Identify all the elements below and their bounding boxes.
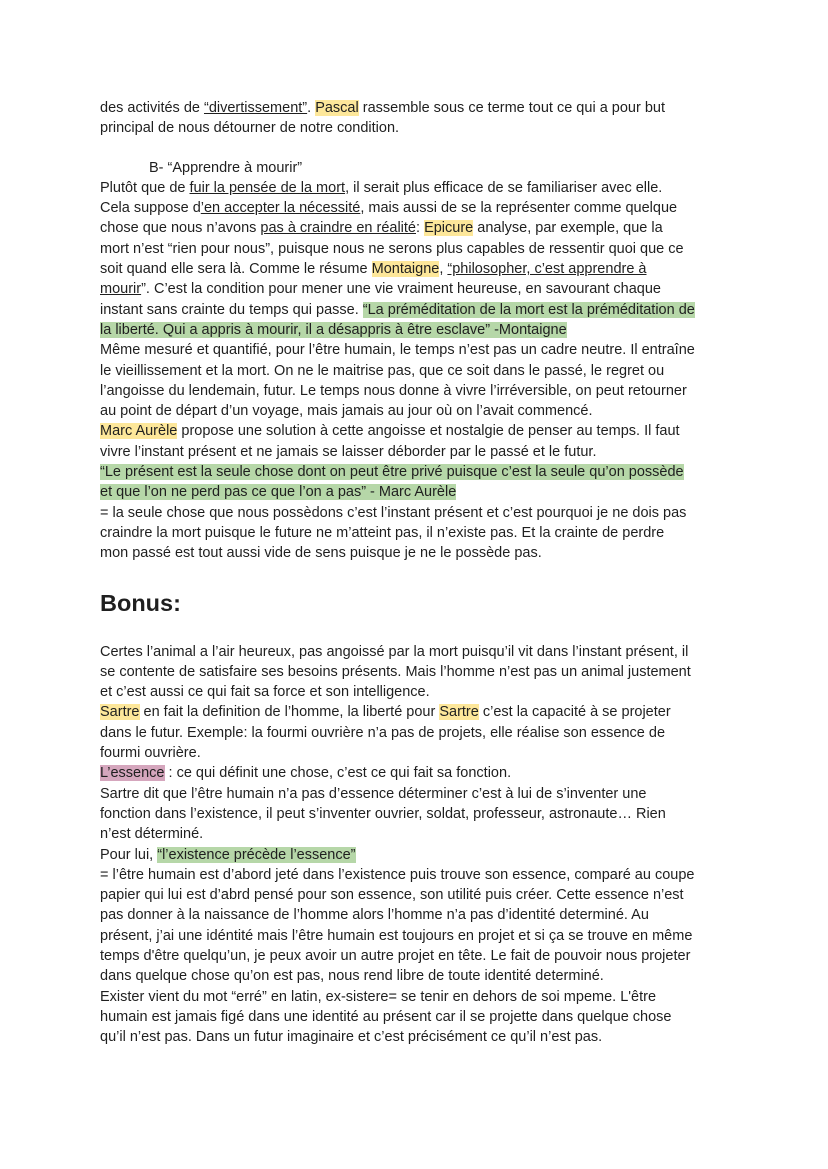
text-line: Marc Aurèle propose une solution à cette angoisse et nostalgie de penser au temps. Il faut — [100, 423, 680, 440]
text-line: fourmi ouvrière. — [100, 745, 201, 762]
bonus-heading: Bonus: — [100, 589, 181, 616]
bonus-section — [100, 642, 728, 1048]
text-line: mort n’est “rien pour nous”, puisque nous ne serons plus capables de ressentir quoi que ce — [100, 240, 684, 257]
text-line: = la seule chose que nous possèdons c’est l’instant présent et c’est pourquoi je ne dois pas — [100, 504, 687, 521]
underlined-quote: mourir — [100, 281, 142, 298]
highlight-name: Marc Aurèle — [100, 423, 178, 440]
text-line: pas donner à la naissance de l’homme alors l’homme n’a pas d’identité determiné. Au — [100, 907, 649, 924]
text-line: craindre la mort puisque le future ne m’atteint pas, il n’existe pas. Et la crainte de perdre — [100, 524, 665, 541]
text-line: Pour lui, “l’existence précède l’essence” — [100, 846, 356, 863]
underlined-phrase: ’en accepter la nécessité — [200, 200, 361, 217]
text-line: = l’être humain est d’abord jeté dans l’existence puis trouve son essence, comparé au coupe — [100, 866, 695, 883]
text-line: humain est jamais figé dans une identité au présent car il se projette dans quelque chose — [100, 1008, 672, 1025]
text-line: vivre l’instant présent et ne jamais se laisser déborder par le passé et le futur. — [100, 443, 597, 460]
highlight-name: Pascal — [315, 100, 359, 116]
section-heading: B- “Apprendre à mourir” — [149, 159, 303, 176]
text-line: L’essence : ce qui définit une chose, c’est ce qui fait sa fonction. — [100, 765, 512, 782]
text-line: mourir”. C’est la condition pour mener une vie vraiment heureuse, en savourant chaque — [100, 281, 661, 298]
highlight-name: Sartre — [100, 704, 140, 721]
highlight-quote: “l’existence précède l’essence” — [157, 846, 356, 863]
highlight-quote: la liberté. Qui a appris à mourir, il a désappris à être esclave” -Montaigne — [100, 321, 567, 338]
text-line — [100, 462, 728, 482]
text-line — [100, 482, 728, 502]
text-line: papier qui lui est d’abrd pensé pour son essence, son utilité puis créer. Cette essence n’est — [100, 887, 684, 904]
section-b — [100, 158, 728, 564]
section-a-tail — [100, 98, 728, 139]
underlined-phrase: fuir la pensée de la mort — [189, 179, 346, 196]
text-line: le vieillissement et la mort. On ne le maitrise pas, que ce soit dans le passé, le regret ou — [100, 362, 665, 379]
text-line: l’angoisse du lendemain, futur. Le temps nous donne à vivre l’irréversible, on peut retourner — [100, 382, 687, 399]
text-line: présent, j’ai une idéntité mais l’être humain est toujours en projet et si ça se trouve en même — [100, 927, 693, 944]
underlined-phrase: pas à craindre en réalité — [260, 220, 416, 237]
highlight-quote: “Le présent est la seule chose dont on peut être privé puisque c’est la seule qu’on possède — [100, 464, 684, 481]
highlight-name: Epicure — [424, 220, 474, 237]
text-line: au point de départ d’un voyage, mais jamais au jour où on l’avait commencé. — [100, 403, 593, 420]
text-line: et c’est aussi ce qui fait sa force et son intelligence. — [100, 684, 430, 701]
text-line: chose que nous n’avons pas à craindre en réalité: Epicure analyse, par exemple, que la — [100, 220, 663, 237]
text-line: instant sans crainte du temps qui passe. “La préméditation de la mort est la préméditation de — [100, 301, 695, 318]
text-line: Sartre en fait la definition de l’homme, la liberté pour Sartre c’est la capacité à se projeter — [100, 704, 671, 721]
text-line: Certes l’animal a l’air heureux, pas angoissé par la mort puisqu’il vit dans l’instant présent, il — [100, 643, 689, 660]
underlined-quote: “philosopher, c’est apprendre à — [447, 261, 647, 278]
text-line: principal de nous détourner de notre condition. — [100, 120, 400, 137]
highlight-definition: L’essence — [100, 765, 165, 782]
text-line: temps d'être quelqu’un, je peux avoir un autre projet en tête. Le fait de pouvoir nous projeter — [100, 947, 691, 964]
text-line: qu’il n’est pas. Dans un futur imaginaire et c’est précisément ce qu’il n’est pas. — [100, 1029, 603, 1046]
highlight-quote: “La préméditation de la mort est la préméditation de — [362, 301, 695, 318]
text-line: n’est déterminé. — [100, 826, 204, 843]
highlight-name: Montaigne — [371, 261, 440, 278]
text-line: se contente de satisfaire ses besoins présents. Mais l’homme n’est pas un animal justement — [100, 663, 691, 680]
highlight-name: Sartre — [439, 704, 479, 721]
text-line: Exister vient du mot “erré” en latin, ex-sistere= se tenir en dehors de soi mpeme. L'être — [100, 988, 657, 1005]
highlight-quote: et que l’on ne perd pas ce que l’on a pas” - Marc Aurèle — [100, 484, 457, 501]
text-line: dans quelque chose qu’on est pas, nous rend libre de toute identité determiné. — [100, 968, 604, 985]
text-line: soit quand elle sera là. Comme le résume Montaigne, “philosopher, c’est apprendre à — [100, 261, 647, 278]
underlined-term: “divertissement” — [203, 100, 308, 116]
text-line: Sartre dit que l’être humain n’a pas d’essence déterminer c’est à lui de s’inventer une — [100, 785, 647, 802]
text-line: Même mesuré et quantifié, pour l’être humain, le temps n’est pas un cadre neutre. Il entraîne — [100, 342, 695, 359]
text-line: Plutôt que de fuir la pensée de la mort, il serait plus efficace de se familiariser avec elle. — [100, 179, 663, 196]
text-line: Cela suppose d’en accepter la nécessité, mais aussi de se la représenter comme quelque — [100, 200, 678, 217]
text-line — [100, 320, 728, 340]
text-line: dans le futur. Exemple: la fourmi ouvrière n’a pas de projets, elle réalise son essence de — [100, 724, 666, 741]
text-line: fonction dans l’existence, il peut s’inventer ouvrier, soldat, professeur, astronaute… Rien — [100, 805, 666, 822]
text-line: mon passé est tout aussi vide de sens puisque je ne le possède pas. — [100, 545, 542, 562]
text-line: des activités de “divertissement”. Pascal rassemble sous ce terme tout ce qui a pour but — [100, 100, 665, 116]
